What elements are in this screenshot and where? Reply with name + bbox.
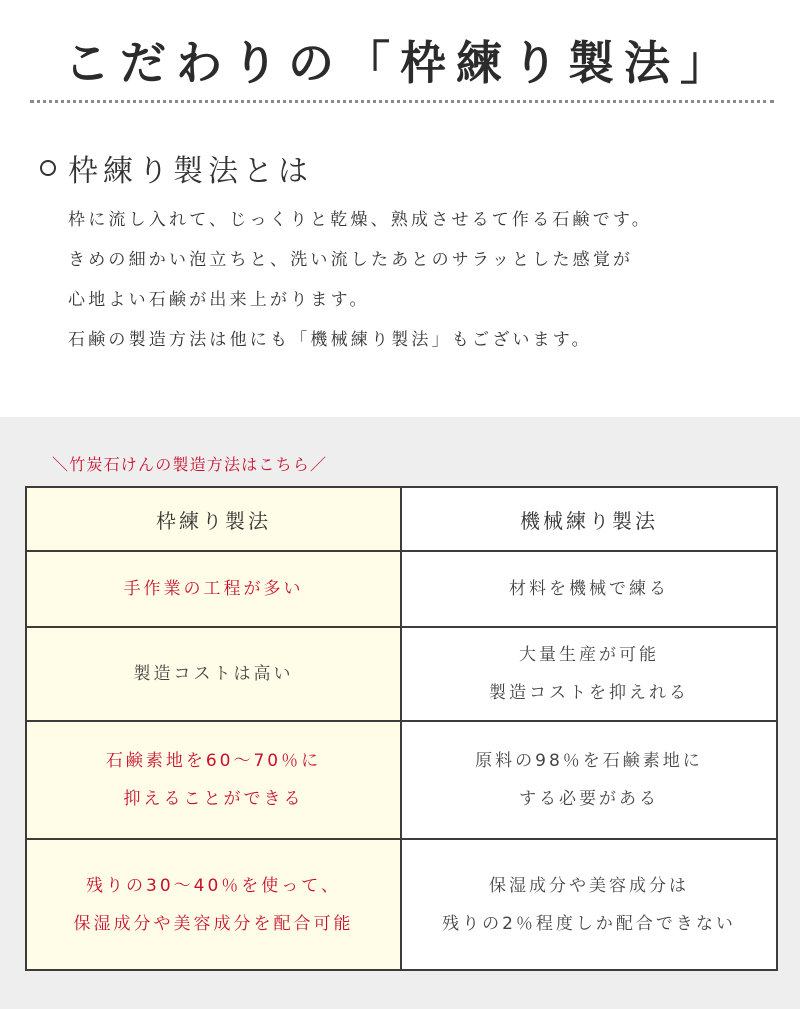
cell-left xyxy=(26,839,401,970)
cell-line: 大量生産が可能 xyxy=(519,645,659,665)
title-divider xyxy=(30,100,774,103)
cell-line: 材料を機械で練る xyxy=(509,579,669,599)
cell-line: 保湿成分や美容成分を配合可能 xyxy=(73,913,354,934)
cell-right xyxy=(401,839,777,970)
cell-left xyxy=(26,721,401,839)
cell-line: 抑えることができる xyxy=(123,789,304,809)
table-row xyxy=(26,551,777,627)
cell-left xyxy=(26,627,401,721)
circle-bullet-icon xyxy=(40,160,56,176)
cell-line: 残りの30〜40％を使って、 xyxy=(86,875,341,896)
intro-line: 石鹸の製造方法は他にも「機械練り製法」もございます。 xyxy=(68,330,592,350)
cell-right xyxy=(401,627,777,721)
intro-heading xyxy=(40,146,313,190)
table-row xyxy=(26,721,777,839)
table-header-row xyxy=(26,487,777,551)
intro-body xyxy=(68,200,768,360)
cell-line: 製造コストは高い xyxy=(133,664,294,684)
comparison-table xyxy=(25,486,778,971)
intro-line: 枠に流し入れて、じっくりと乾燥、熟成させるて作る石鹸です。 xyxy=(68,210,652,230)
cell-line: 製造コストを抑えれる xyxy=(489,683,689,703)
cell-line: 保湿成分や美容成分は xyxy=(489,875,689,896)
cell-line: 石鹸素地を60〜70％に xyxy=(105,751,322,771)
cell-line: 原料の98％を石鹸素地に xyxy=(475,751,703,771)
intro-line: きめの細かい泡立ちと、洗い流したあとのサラッとした感覚が xyxy=(68,250,634,270)
cell-line: 残りの2％程度しか配合できない xyxy=(442,913,736,934)
intro-heading-text: 枠練り製法とは xyxy=(68,154,313,189)
page-title: こだわりの「枠練り製法」 xyxy=(64,36,736,90)
intro-line: 心地よい石鹸が出来上がります。 xyxy=(68,290,370,310)
cell-line: 手作業の工程が多い xyxy=(123,579,304,599)
table-row xyxy=(26,839,777,970)
cell-left xyxy=(26,551,401,627)
cell-right xyxy=(401,721,777,839)
header-kikai-neri: 機械練り製法 xyxy=(401,487,777,551)
table-row xyxy=(26,627,777,721)
comparison-caption: ＼竹炭石けんの製造方法はこちら／ xyxy=(52,455,328,474)
cell-line: する必要がある xyxy=(519,789,659,809)
cell-right xyxy=(401,551,777,627)
header-waku-neri: 枠練り製法 xyxy=(26,487,401,551)
